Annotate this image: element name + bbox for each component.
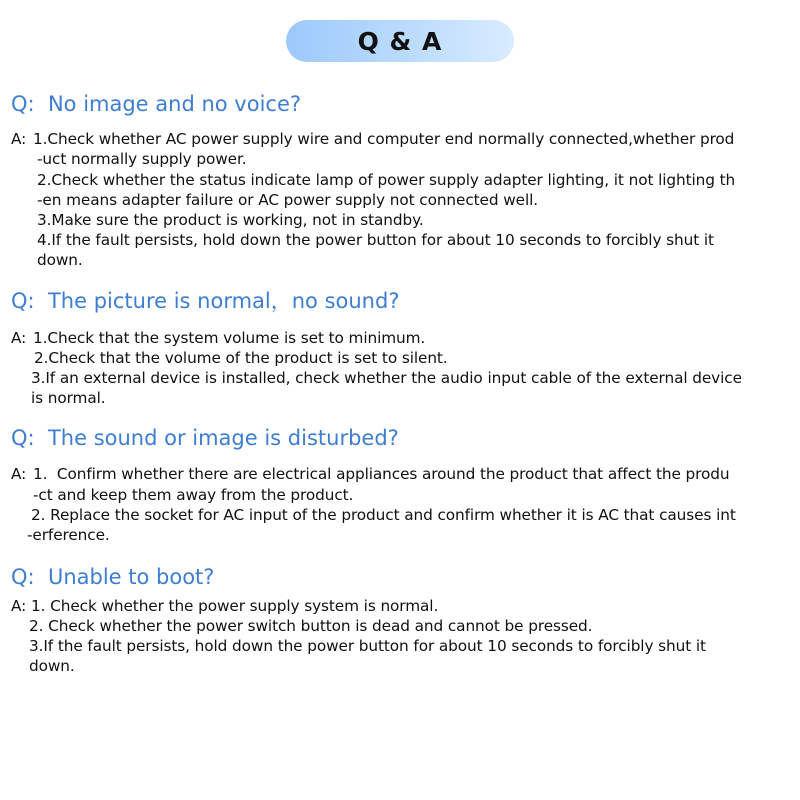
answer-line: 2. Check whether the power switch button is dead and cannot be pressed. [29, 617, 593, 635]
answer-line: -en means adapter failure or AC power supply not connected well. [37, 191, 539, 209]
answer-prefix: A: [11, 597, 31, 615]
question-heading: Q: The picture is normal，no sound? [11, 289, 400, 313]
answer-line: -uct normally supply power. [37, 150, 247, 168]
answer-line: 1. Confirm whether there are electrical appliances around the product that affect the produ [33, 465, 730, 483]
answer-prefix: A: [11, 329, 31, 347]
answer-line: -erference. [27, 526, 110, 544]
answer-line: 3.If the fault persists, hold down the power button for about 10 seconds to forcibly shut it [29, 637, 706, 655]
page-title: Q & A [357, 26, 443, 56]
question-heading: Q: No image and no voice? [11, 92, 302, 116]
answer-line: 2.Check whether the status indicate lamp of power supply adapter lighting, it not lighting th [37, 171, 736, 189]
answer-prefix: A: [11, 130, 31, 148]
question-heading: Q: The sound or image is disturbed? [11, 426, 399, 450]
answer-line: 4.If the fault persists, hold down the power button for about 10 seconds to forcibly shut it [37, 231, 714, 249]
title-banner [286, 20, 514, 62]
answer-line: 3.Make sure the product is working, not in standby. [37, 211, 424, 229]
answer-line: 1.Check that the system volume is set to minimum. [33, 329, 426, 347]
answer-line: -ct and keep them away from the product. [33, 486, 354, 504]
answer-line: 1.Check whether AC power supply wire and computer end normally connected,whether prod [33, 130, 735, 148]
answer-line: 1. Check whether the power supply system is normal. [31, 597, 439, 615]
answer-line: down. [37, 251, 83, 269]
answer-line: 3.If an external device is installed, check whether the audio input cable of the external device [31, 369, 742, 387]
question-heading: Q: Unable to boot? [11, 565, 215, 589]
answer-prefix: A: [11, 465, 31, 483]
answer-line: down. [29, 657, 75, 675]
answer-line: 2. Replace the socket for AC input of the product and confirm whether it is AC that causes int [31, 506, 736, 524]
answer-line: is normal. [31, 389, 106, 407]
answer-line: 2.Check that the volume of the product is set to silent. [34, 349, 448, 367]
